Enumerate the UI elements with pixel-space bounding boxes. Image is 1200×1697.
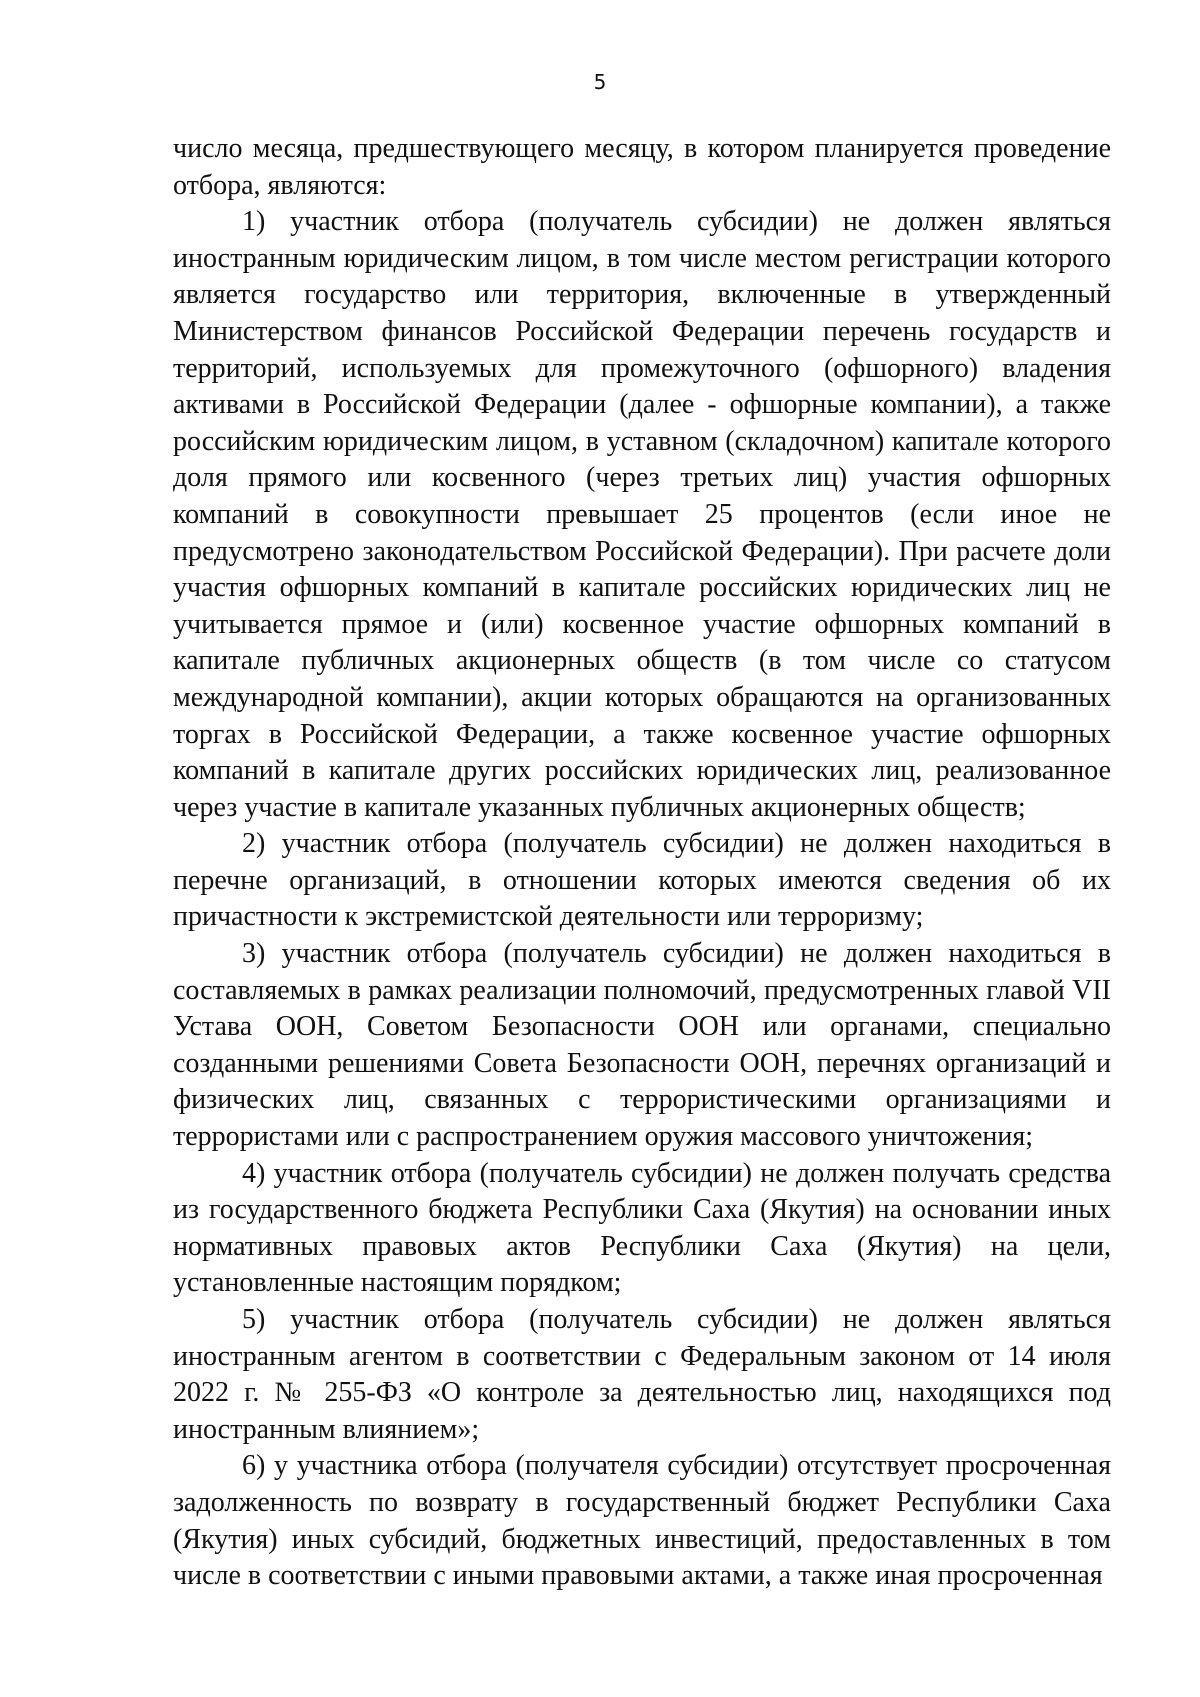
paragraph-item-1: 1) участник отбора (получатель субсидии) не должен являться иностранным юридическим лицом, в том числе местом регистрации которого является государство или территория, включенные в утвержденный Министерством финансов Российской Федерации перечень государств и территорий, используемых для промежуточного (офшорного) владения активами в Российской Федерации (далее - офшорные компании), а также российским юридическим лицом, в уставном (складочном) капитале которого доля прямого или косвенного (через третьих лиц) участия офшорных компаний в совокупности превышает 25 процентов (если иное не предусмотрено законодательством Российской Федерации). При расчете доли участия офшорных компаний в капитале российских юридических лиц не учитывается прямое и (или) косвенное участие офшорных компаний в капитале публичных акционерных обществ (в том числе со статусом международной компании), акции которых обращаются на организованных торгах в Российской Федерации, а также косвенное участие офшорных компаний в капитале других российских юридических лиц, реализованное через участие в капитале указанных публичных акционерных обществ; (173, 206, 1111, 823)
page-number: 5 (593, 70, 607, 94)
paragraph-item-3: 3) участник отбора (получатель субсидии) не должен находиться в составляемых в рамках реализации полномочий, предусмотренных главой VII Устава ООН, Советом Безопасности ООН или органами, специально созданными решениями Совета Безопасности ООН, перечнях организаций и физических лиц, связанных с террористическими организациями и террористами или с распространением оружия массового уничтожения; (173, 938, 1111, 1153)
document-body (173, 131, 1111, 1595)
paragraph-item-6: 6) у участника отбора (получателя субсидии) отсутствует просроченная задолженность по возврату в государственный бюджет Республики Саха (Якутия) иных субсидий, бюджетных инвестиций, предоставленных в том числе в соответствии с иными правовыми актами, а также иная просроченная (173, 1450, 1111, 1592)
paragraph-item-4: 4) участник отбора (получатель субсидии) не должен получать средства из государственного бюджета Республики Саха (Якутия) на основании иных нормативных правовых актов Республики Саха (Якутия) на цели, установленные настоящим порядком; (173, 1157, 1111, 1299)
paragraph-item-5: 5) участник отбора (получатель субсидии) не должен являться иностранным агентом в соответствии с Федеральным законом от 14 июля 2022 г. № 255-ФЗ «О контроле за деятельностью лиц, находящихся под иностранным влиянием»; (173, 1304, 1111, 1445)
paragraph-intro: число месяца, предшествующего месяцу, в котором планируется проведение отбора, являются: (173, 133, 1111, 201)
paragraph-item-2: 2) участник отбора (получатель субсидии) не должен находиться в перечне организаций, в отношении которых имеются сведения об их причастности к экстремистской деятельности или терроризму; (173, 828, 1111, 933)
